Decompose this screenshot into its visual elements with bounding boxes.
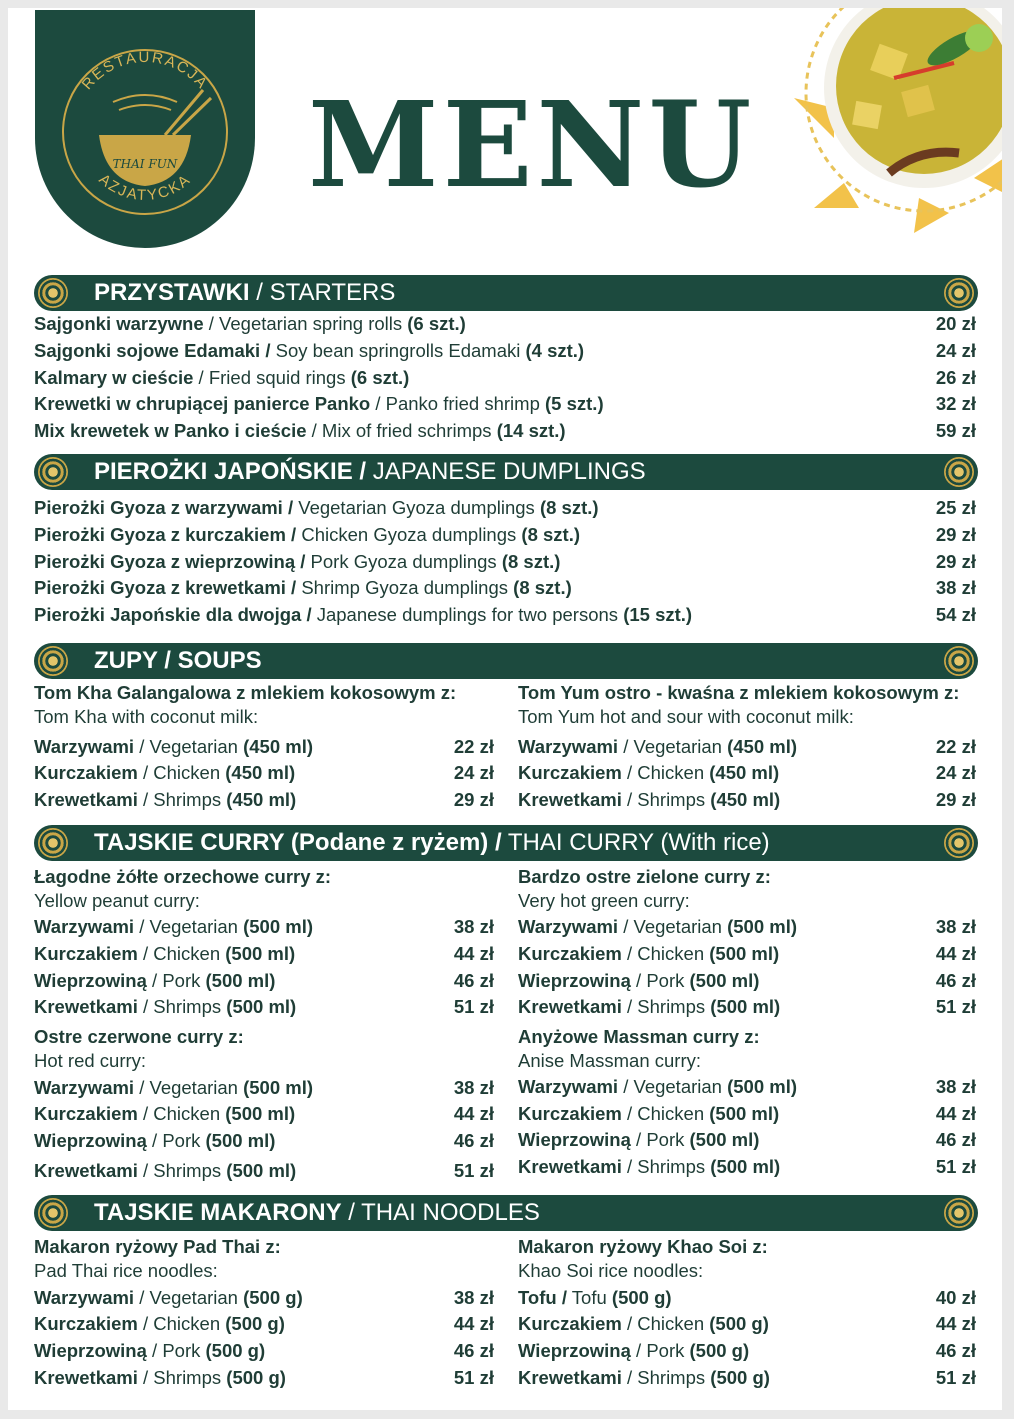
section-title-en: / STARTERS: [249, 279, 396, 306]
subsection-heading: Ostre czerwone curry z:: [34, 1026, 244, 1047]
item-quantity: (500 ml): [710, 1156, 781, 1177]
section-title-pl: TAJSKIE CURRY (Podane z ryżem) /: [94, 829, 502, 856]
menu-item: [518, 1128, 759, 1152]
menu-item: [34, 942, 295, 966]
item-price: 29 zł: [935, 551, 976, 572]
item-name-en: / Chicken: [621, 762, 710, 783]
subsection-heading: Makaron ryżowy Khao Soi z:: [518, 1236, 768, 1257]
section-title-pl: PIEROŻKI JAPOŃSKIE /: [94, 458, 367, 485]
section-title-en: THAI CURRY (With rice): [501, 829, 770, 856]
subsection-subtitle-row: [34, 1259, 218, 1283]
item-name-pl: Kalmary w cieście: [34, 367, 194, 388]
item-quantity: (500 ml): [727, 916, 798, 937]
item-name-pl: Mix krewetek w Panko i cieście: [34, 420, 307, 441]
item-name-en: / Chicken: [137, 1103, 226, 1124]
menu-item: [34, 788, 296, 812]
item-name-pl: Krewetkami: [518, 789, 622, 810]
item-quantity: (8 szt.): [513, 577, 572, 598]
item-quantity: (14 szt.): [496, 420, 566, 441]
item-price: 40 zł: [935, 1287, 976, 1308]
menu-item: [518, 1075, 797, 1099]
ornament-icon: [38, 1198, 68, 1228]
section-title-pl: TAJSKIE MAKARONY: [94, 1199, 342, 1226]
item-quantity: (500 g): [710, 1367, 770, 1388]
item-name-en: / Vegetarian: [618, 916, 728, 937]
item-name-pl: Warzywami: [34, 736, 135, 757]
item-name-pl: Kurczakiem: [518, 943, 622, 964]
item-name-pl: Krewetki w chrupiącej panierce Panko: [34, 393, 371, 414]
item-price: 46 zł: [453, 970, 494, 991]
menu-item: [518, 942, 779, 966]
item-price: 59 zł: [935, 420, 976, 441]
item-name-pl: Pierożki Gyoza z kurczakiem /: [34, 524, 297, 545]
item-quantity: (6 szt.): [407, 313, 466, 334]
menu-item: [34, 761, 295, 785]
item-quantity: (500 ml): [205, 970, 276, 991]
item-quantity: (500 ml): [689, 1129, 760, 1150]
item-quantity: (500 ml): [226, 1160, 297, 1181]
item-name-en: Shrimp Gyoza dumplings: [296, 577, 514, 598]
item-name-en: / Shrimps: [137, 1160, 227, 1181]
menu-item: [34, 312, 466, 336]
item-price: 44 zł: [935, 1313, 976, 1334]
menu-item: [34, 1286, 303, 1310]
item-price: 44 zł: [453, 943, 494, 964]
item-price: 24 zł: [935, 340, 976, 361]
item-name-en: / Shrimps: [621, 1156, 711, 1177]
item-name-pl: Wieprzowiną: [34, 1130, 147, 1151]
menu-item: [518, 1339, 749, 1363]
subsection-subtitle: Tom Yum hot and sour with coconut milk:: [518, 706, 854, 727]
subsection-subtitle: Anise Massman curry:: [518, 1050, 701, 1071]
item-name-pl: Kurczakiem: [34, 762, 138, 783]
subsection-heading-row: [518, 1025, 760, 1049]
item-name-pl: Warzywami: [34, 916, 135, 937]
section-starters-header: [34, 275, 978, 311]
logo-bottom-text: AZJATYCKA: [95, 170, 195, 205]
menu-item: [34, 1339, 265, 1363]
logo-top-text: RESTAURACJA: [78, 48, 212, 94]
item-price: 29 zł: [453, 789, 494, 810]
item-quantity: (450 ml): [225, 762, 296, 783]
subsection-heading-row: [34, 681, 456, 705]
subsection-subtitle-row: [518, 1259, 703, 1283]
item-name-en: / Fried squid rings: [193, 367, 351, 388]
subsection-heading-row: [34, 865, 331, 889]
item-quantity: (450 ml): [709, 762, 780, 783]
section-curry-header: [34, 825, 978, 861]
menu-item: [34, 1129, 275, 1153]
item-price: 25 zł: [935, 497, 976, 518]
item-quantity: (500 g): [243, 1287, 303, 1308]
item-name-pl: Warzywami: [34, 1287, 135, 1308]
menu-item: [34, 1366, 286, 1390]
item-name-en: / Chicken: [621, 1313, 710, 1334]
item-name-pl: Wieprzowiną: [34, 1340, 147, 1361]
menu-item: [34, 419, 566, 443]
item-price: 51 zł: [453, 996, 494, 1017]
item-quantity: (500 ml): [205, 1130, 276, 1151]
item-price: 51 zł: [453, 1367, 494, 1388]
subsection-heading-row: [34, 1235, 281, 1259]
subsection-heading-row: [518, 865, 771, 889]
item-quantity: (500 ml): [689, 970, 760, 991]
item-name-pl: Warzywami: [518, 736, 619, 757]
item-name-en: / Vegetarian: [134, 916, 244, 937]
subsection-subtitle: Hot red curry:: [34, 1050, 147, 1071]
item-quantity: (500 ml): [225, 1103, 296, 1124]
item-quantity: (500 ml): [243, 916, 314, 937]
item-quantity: (15 szt.): [623, 604, 693, 625]
menu-item: [518, 788, 780, 812]
item-quantity: (500 g): [611, 1287, 672, 1308]
item-name-pl: Kurczakiem: [518, 1313, 622, 1334]
item-price: 38 zł: [453, 1287, 494, 1308]
item-quantity: (500 g): [709, 1313, 769, 1334]
item-name-en: / Vegetarian: [134, 736, 244, 757]
ornament-icon: [944, 457, 974, 487]
item-quantity: (450 ml): [226, 789, 297, 810]
item-price: 46 zł: [935, 1340, 976, 1361]
item-quantity: (8 szt.): [501, 551, 561, 572]
item-name-en: / Pork: [630, 1340, 690, 1361]
item-name-pl: Kurczakiem: [518, 762, 622, 783]
menu-item: [34, 339, 584, 363]
item-name-en: / Shrimps: [137, 996, 227, 1017]
menu-item: [518, 995, 780, 1019]
item-price: 38 zł: [935, 1076, 976, 1097]
section-title-en: JAPANESE DUMPLINGS: [366, 458, 646, 485]
menu-item: [518, 915, 797, 939]
subsection-subtitle: Yellow peanut curry:: [34, 890, 200, 911]
item-name-en: / Pork: [630, 1129, 690, 1150]
item-price: 51 zł: [935, 1367, 976, 1388]
item-quantity: (500 g): [225, 1313, 285, 1334]
section-noodles-header: [34, 1195, 978, 1231]
item-quantity: (500 ml): [709, 943, 780, 964]
item-name-en: / Vegetarian spring rolls: [203, 313, 408, 334]
item-price: 46 zł: [453, 1340, 494, 1361]
item-name-pl: Pierożki Gyoza z warzywami /: [34, 497, 294, 518]
menu-item: [34, 915, 313, 939]
item-price: 24 zł: [453, 762, 494, 783]
subsection-subtitle-row: [518, 1049, 701, 1073]
item-price: 44 zł: [935, 1103, 976, 1124]
item-name-pl: Warzywami: [518, 916, 619, 937]
menu-item: [34, 576, 572, 600]
menu-item: [34, 550, 560, 574]
subsection-heading: Anyżowe Massman curry z:: [518, 1026, 760, 1047]
item-price: 38 zł: [453, 916, 494, 937]
section-title-en: / THAI NOODLES: [341, 1199, 540, 1226]
item-price: 26 zł: [935, 367, 976, 388]
ornament-icon: [944, 1198, 974, 1228]
item-price: 46 zł: [935, 970, 976, 991]
menu-item: [518, 735, 797, 759]
item-quantity: (500 ml): [225, 943, 296, 964]
bowl-logo-icon: [35, 10, 255, 248]
item-price: 38 zł: [935, 577, 976, 598]
subsection-subtitle-row: [34, 1049, 146, 1073]
item-quantity: (8 szt.): [521, 524, 580, 545]
item-name-pl: Warzywami: [34, 1077, 135, 1098]
item-quantity: (500 ml): [226, 996, 297, 1017]
menu-item: [518, 1155, 780, 1179]
item-name-en: Chicken Gyoza dumplings: [296, 524, 522, 545]
ornament-icon: [944, 278, 974, 308]
item-name-pl: Krewetkami: [518, 996, 622, 1017]
item-name-en: / Vegetarian: [618, 736, 728, 757]
item-price: 29 zł: [935, 524, 976, 545]
item-price: 29 zł: [935, 789, 976, 810]
section-title-pl: PRZYSTAWKI: [94, 279, 250, 306]
item-quantity: (6 szt.): [350, 367, 410, 388]
menu-item: [34, 496, 599, 520]
menu-item: [518, 1312, 769, 1336]
page-title: MENU: [308, 75, 756, 214]
item-name-en: Pork Gyoza dumplings: [305, 551, 502, 572]
subsection-heading-row: [34, 1025, 244, 1049]
ornament-icon: [38, 457, 68, 487]
curry-dish-image: [754, 8, 1002, 248]
subsection-subtitle-row: [34, 705, 258, 729]
item-name-pl: Krewetkami: [34, 1160, 138, 1181]
svg-text:RESTAURACJA: [79, 49, 212, 93]
item-name-pl: Warzywami: [518, 1076, 619, 1097]
ornament-icon: [38, 828, 68, 858]
item-name-pl: Wieprzowiną: [518, 1129, 631, 1150]
item-name-en: Vegetarian Gyoza dumplings: [293, 497, 540, 518]
menu-item: [518, 969, 759, 993]
item-name-pl: Pierożki Gyoza z wieprzowiną /: [34, 551, 306, 572]
item-price: 51 zł: [935, 996, 976, 1017]
item-name-en: Tofu: [566, 1287, 612, 1308]
item-name-en: / Panko fried shrimp: [370, 393, 546, 414]
item-name-pl: Sajgonki sojowe Edamaki /: [34, 340, 271, 361]
item-quantity: (500 ml): [710, 996, 781, 1017]
menu-item: [34, 1159, 296, 1183]
section-dumplings-header: [34, 454, 978, 490]
item-name-pl: Wieprzowiną: [518, 1340, 631, 1361]
item-name-en: / Shrimps: [621, 1367, 711, 1388]
item-quantity: (500 ml): [709, 1103, 780, 1124]
item-price: 54 zł: [935, 604, 976, 625]
item-name-pl: Pierożki Gyoza z krewetkami /: [34, 577, 297, 598]
item-name-en: / Chicken: [137, 1313, 226, 1334]
item-name-en: / Mix of fried schrimps: [306, 420, 497, 441]
item-quantity: (500 g): [689, 1340, 750, 1361]
subsection-subtitle: Khao Soi rice noodles:: [518, 1260, 704, 1281]
item-name-en: / Shrimps: [137, 789, 227, 810]
item-price: 44 zł: [453, 1313, 494, 1334]
item-quantity: (4 szt.): [525, 340, 585, 361]
item-price: 20 zł: [935, 313, 976, 334]
item-name-pl: Pierożki Japońskie dla dwojga /: [34, 604, 312, 625]
item-name-pl: Kurczakiem: [34, 1313, 138, 1334]
subsection-heading: Bardzo ostre zielone curry z:: [518, 866, 771, 887]
menu-page: [8, 8, 1002, 1410]
subsection-heading: Makaron ryżowy Pad Thai z:: [34, 1236, 281, 1257]
ornament-icon: [38, 646, 68, 676]
item-price: 38 zł: [935, 916, 976, 937]
subsection-heading-row: [518, 1235, 768, 1259]
item-quantity: (450 ml): [710, 789, 781, 810]
section-soups-header: [34, 643, 978, 679]
item-price: 51 zł: [453, 1160, 494, 1181]
item-price: 44 zł: [453, 1103, 494, 1124]
item-name-pl: Wieprzowiną: [518, 970, 631, 991]
item-price: 32 zł: [935, 393, 976, 414]
menu-item: [34, 995, 296, 1019]
subsection-subtitle-row: [34, 889, 200, 913]
menu-item: [518, 1286, 672, 1310]
menu-item: [518, 1102, 779, 1126]
item-name-en: / Vegetarian: [134, 1077, 244, 1098]
item-name-pl: Sajgonki warzywne: [34, 313, 204, 334]
ornament-icon: [944, 646, 974, 676]
menu-item: [34, 1312, 285, 1336]
menu-item: [34, 366, 409, 390]
item-price: 22 zł: [453, 736, 494, 757]
menu-item: [518, 761, 779, 785]
item-name-en: / Shrimps: [621, 996, 711, 1017]
menu-item: [34, 1102, 295, 1126]
item-price: 38 zł: [453, 1077, 494, 1098]
subsection-subtitle-row: [518, 705, 854, 729]
item-name-en: Japanese dumplings for two persons: [311, 604, 624, 625]
item-name-pl: Tofu /: [518, 1287, 567, 1308]
menu-item: [34, 523, 580, 547]
subsection-heading: Tom Kha Galangalowa z mlekiem kokosowym z:: [34, 682, 457, 703]
item-quantity: (450 ml): [727, 736, 798, 757]
restaurant-logo: [35, 10, 255, 248]
item-name-pl: Krewetkami: [34, 996, 138, 1017]
item-price: 22 zł: [935, 736, 976, 757]
item-quantity: (450 ml): [243, 736, 314, 757]
subsection-heading: Łagodne żółte orzechowe curry z:: [34, 866, 332, 887]
menu-item: [34, 392, 604, 416]
menu-item: [34, 969, 275, 993]
item-name-en: / Vegetarian: [618, 1076, 728, 1097]
item-price: 51 zł: [935, 1156, 976, 1177]
ornament-icon: [944, 828, 974, 858]
logo-brand-text: THAI FUN: [112, 157, 178, 171]
item-name-pl: Krewetkami: [34, 789, 138, 810]
item-name-pl: Krewetkami: [518, 1156, 622, 1177]
subsection-subtitle: Pad Thai rice noodles:: [34, 1260, 218, 1281]
item-name-en: / Pork: [146, 1130, 206, 1151]
item-name-pl: Krewetkami: [518, 1367, 622, 1388]
item-quantity: (5 szt.): [545, 393, 604, 414]
item-name-en: / Chicken: [621, 943, 710, 964]
item-name-en: / Pork: [630, 970, 690, 991]
item-name-pl: Kurczakiem: [518, 1103, 622, 1124]
item-name-pl: Kurczakiem: [34, 943, 138, 964]
menu-item: [518, 1366, 770, 1390]
item-name-en: / Vegetarian: [134, 1287, 244, 1308]
item-price: 46 zł: [935, 1129, 976, 1150]
item-price: 46 zł: [453, 1130, 494, 1151]
subsection-subtitle: Tom Kha with coconut milk:: [34, 706, 259, 727]
subsection-subtitle-row: [518, 889, 690, 913]
item-price: 44 zł: [935, 943, 976, 964]
item-name-pl: Krewetkami: [34, 1367, 138, 1388]
item-name-pl: Kurczakiem: [34, 1103, 138, 1124]
item-quantity: (500 ml): [727, 1076, 798, 1097]
subsection-subtitle: Very hot green curry:: [518, 890, 690, 911]
item-name-en: / Chicken: [621, 1103, 710, 1124]
menu-item: [34, 603, 692, 627]
item-name-en: / Shrimps: [621, 789, 711, 810]
item-name-en: / Pork: [146, 970, 206, 991]
menu-item: [34, 735, 313, 759]
item-name-en: / Chicken: [137, 943, 226, 964]
item-quantity: (500 g): [205, 1340, 266, 1361]
item-name-en: / Shrimps: [137, 1367, 227, 1388]
item-price: 24 zł: [935, 762, 976, 783]
item-quantity: (8 szt.): [539, 497, 599, 518]
item-name-en: / Chicken: [137, 762, 226, 783]
item-name-en: Soy bean springrolls Edamaki: [270, 340, 526, 361]
item-name-en: / Pork: [146, 1340, 206, 1361]
item-name-pl: Wieprzowiną: [34, 970, 147, 991]
subsection-heading: Tom Yum ostro - kwaśna z mlekiem kokosowym z:: [518, 682, 960, 703]
item-quantity: (500 ml): [243, 1077, 314, 1098]
section-title-pl: ZUPY / SOUPS: [94, 647, 262, 674]
menu-item: [34, 1076, 313, 1100]
item-quantity: (500 g): [226, 1367, 286, 1388]
subsection-heading-row: [518, 681, 959, 705]
ornament-icon: [38, 278, 68, 308]
